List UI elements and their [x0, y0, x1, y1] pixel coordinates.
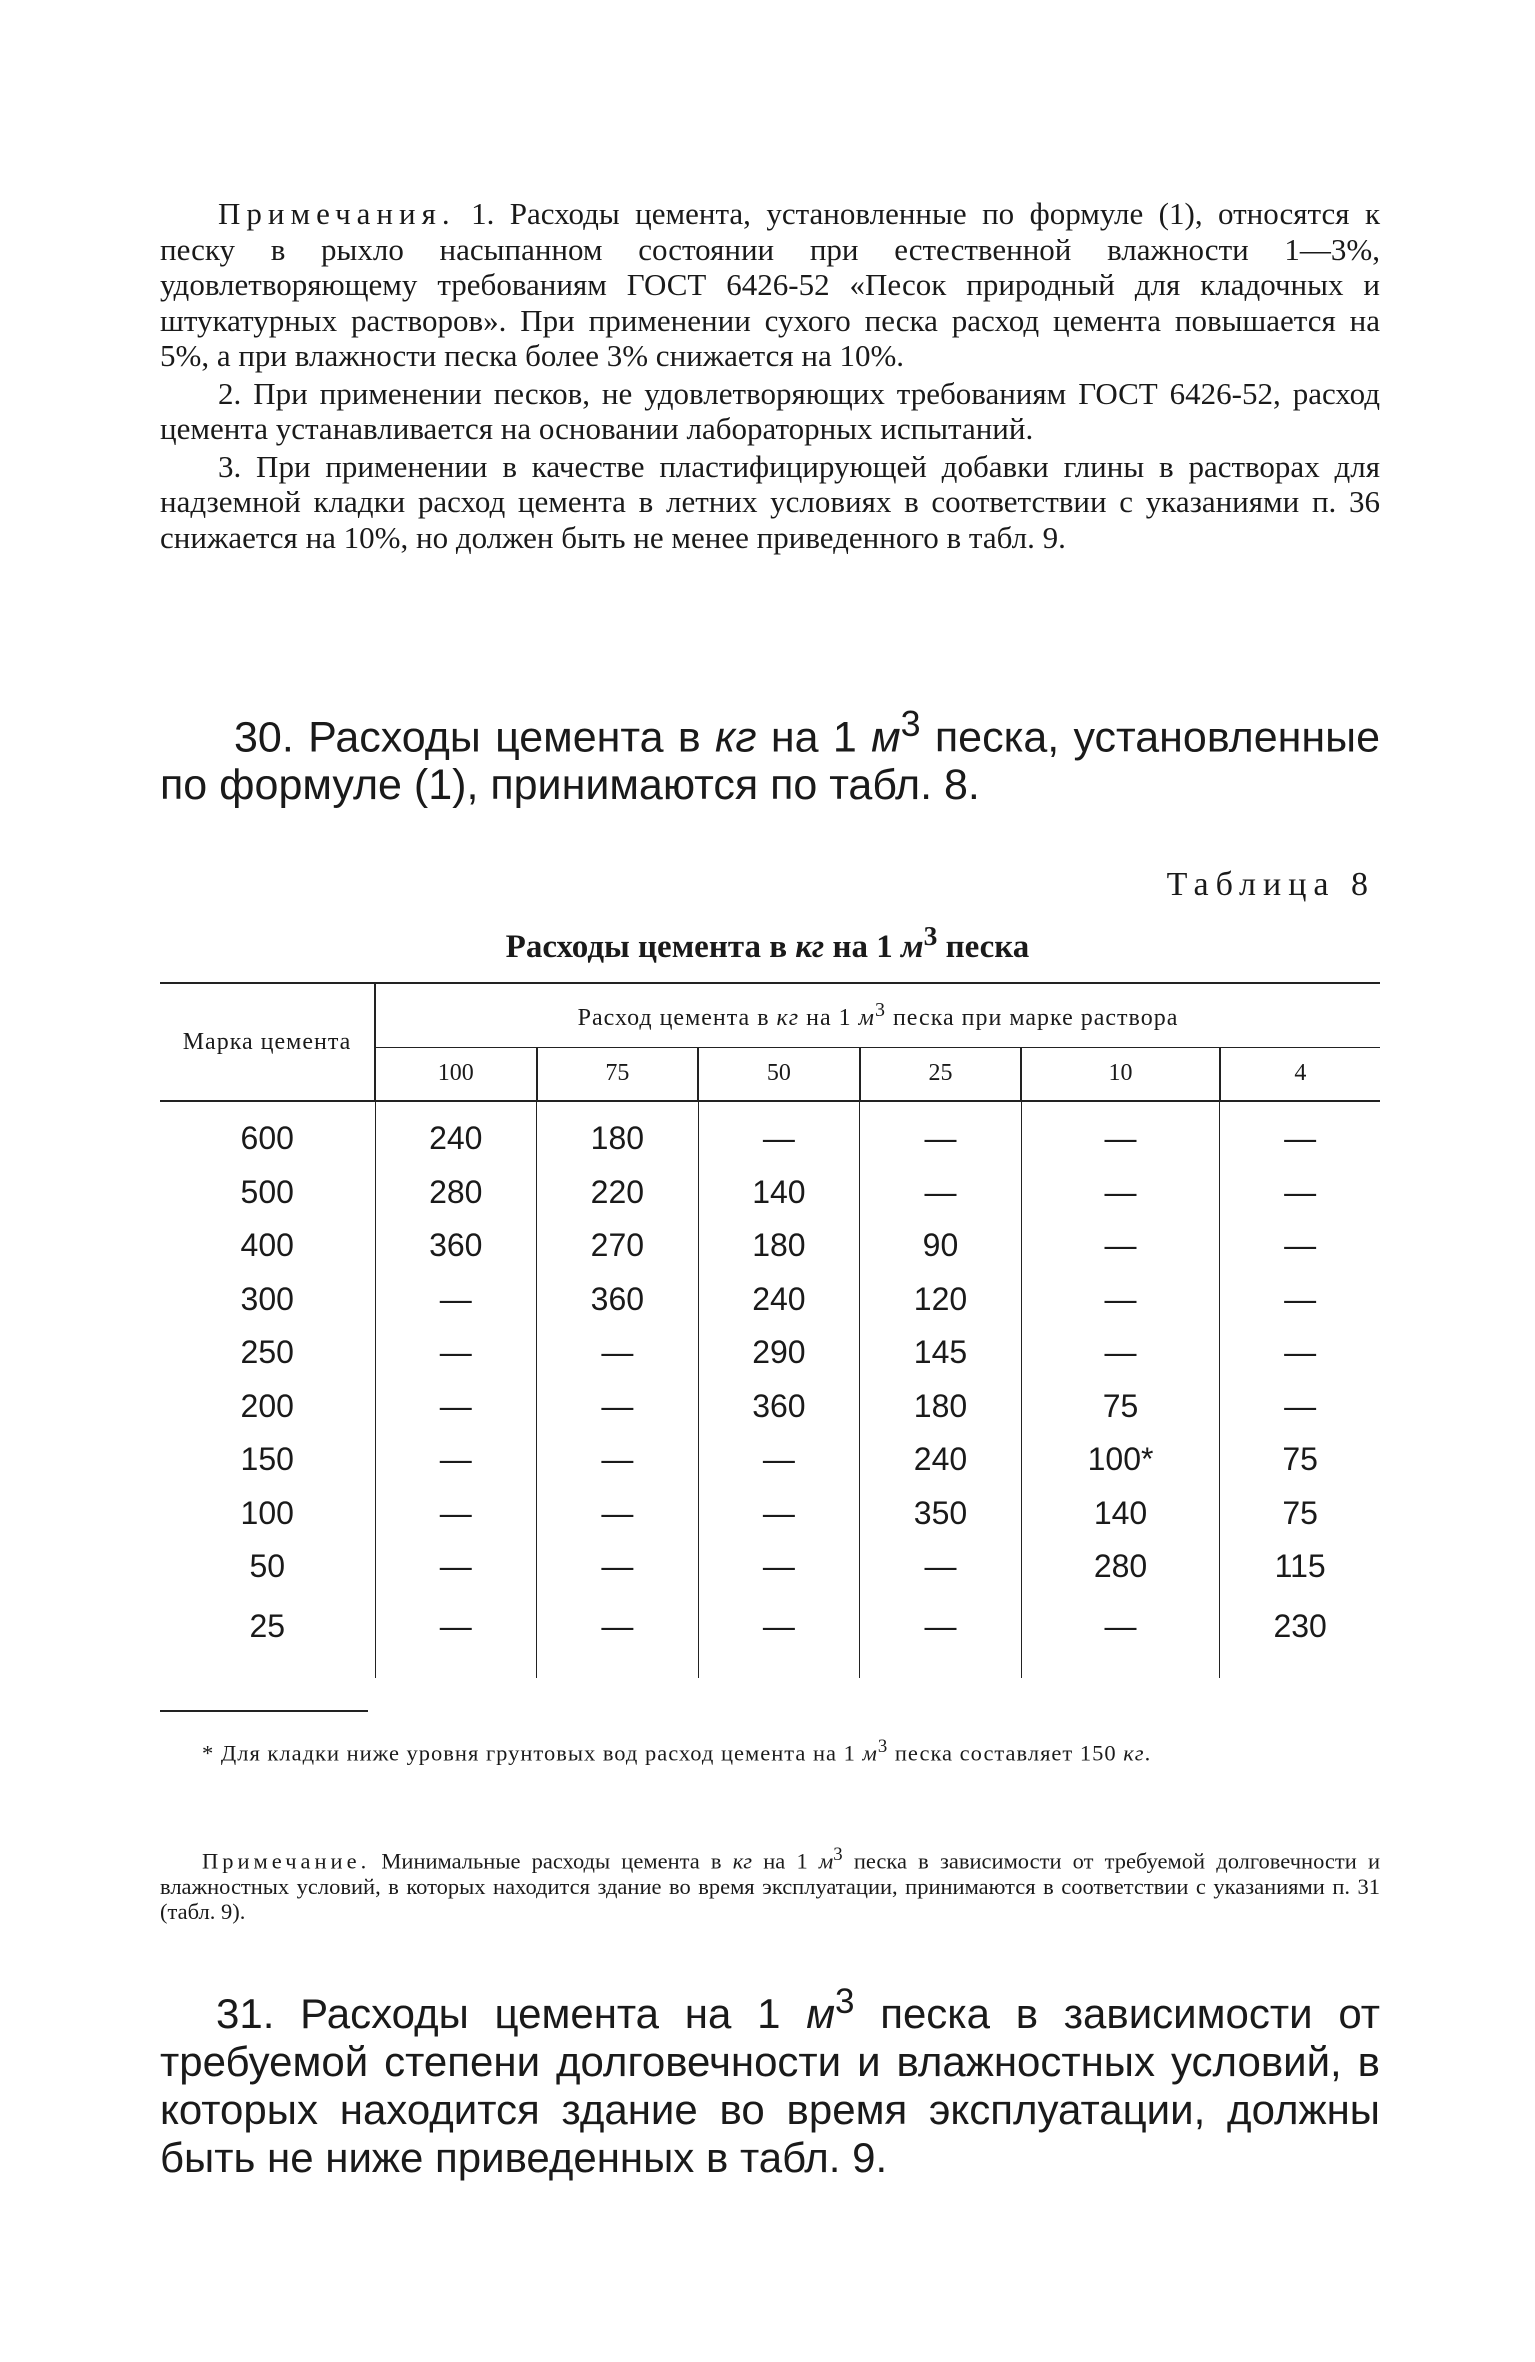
table-cell: 230 — [1220, 1594, 1380, 1678]
table-title-text-a: Расходы цемента в — [505, 929, 796, 965]
table-cell: — — [860, 1166, 1022, 1220]
table-note-text-a: Минимальные расходы цемента в — [370, 1848, 733, 1874]
table-note-text-b: на 1 — [752, 1848, 819, 1874]
table-cell: 50 — [249, 1548, 286, 1585]
table-cell: 120 — [860, 1273, 1022, 1327]
superscript-3: 3 — [874, 998, 886, 1021]
footnote-divider — [160, 1710, 368, 1712]
table-cell: 25 — [249, 1607, 286, 1644]
table-cell: 360 — [537, 1273, 699, 1327]
footnote-text-a: * Для кладки ниже уровня грунтовых вод расход цемента на 1 — [202, 1740, 863, 1766]
table-cell: — — [698, 1101, 860, 1166]
table-cell: — — [375, 1273, 537, 1327]
column-header-group-text-a: Расход цемента в — [577, 1004, 777, 1031]
column-header-mortar-grade: 4 — [1220, 1047, 1380, 1101]
table-cell: — — [1220, 1273, 1380, 1327]
table-cell: 290 — [698, 1326, 860, 1380]
table-row — [160, 1487, 1380, 1541]
note-1-text: 1. Расходы цемента, установленные по формуле (1), относятся к песку в рыхло насыпанном состоянии при естественной влажности 1—3%, удовлетворяющему требованиям ГОСТ 6426-52 «Песок природный для кладочных и штукатурных растворов». При применении сухого песка расход цемента повышается на 5%, а при влажности песка более 3% снижается на 10%. — [160, 196, 1381, 373]
table-cell: 145 — [860, 1326, 1022, 1380]
unit-m: м — [858, 1004, 875, 1031]
table-row — [160, 1540, 1380, 1594]
table-cell: — — [375, 1594, 537, 1678]
footnote-text-b: песка составляет 150 — [888, 1740, 1124, 1766]
table-row — [160, 1326, 1380, 1380]
table-row — [160, 1594, 1380, 1678]
column-header-group-text-b: на 1 — [799, 1004, 859, 1031]
table-cell: 240 — [375, 1101, 537, 1166]
table-cell: — — [1220, 1326, 1380, 1380]
unit-m: м — [818, 1848, 834, 1874]
table-cell: 180 — [698, 1219, 860, 1273]
table-cell: 400 — [240, 1227, 294, 1264]
table-cell: — — [537, 1487, 699, 1541]
unit-kg: кг — [715, 713, 757, 762]
table-header-row — [160, 983, 1380, 1047]
table-cell: 140 — [698, 1166, 860, 1220]
note-2: 2. При применении песков, не удовлетворяющих требованиям ГОСТ 6426-52, расход цемента устанавливается на основании лабораторных испытаний. — [160, 375, 1380, 446]
table-cell: — — [860, 1594, 1022, 1678]
unit-kg: кг — [776, 1004, 800, 1031]
table-cell: — — [1021, 1273, 1220, 1327]
table-row — [160, 1101, 1380, 1166]
column-header-cement-grade: Марка цемента — [160, 983, 375, 1101]
table-cell: 250 — [240, 1334, 294, 1371]
table-cell: 75 — [1220, 1487, 1380, 1541]
table-note — [160, 1842, 1380, 1924]
table-cell: 75 — [1021, 1380, 1220, 1434]
table-row — [160, 1166, 1380, 1220]
unit-kg: кг — [732, 1848, 753, 1874]
column-header-mortar-grade: 100 — [375, 1047, 537, 1101]
cement-consumption-table — [160, 982, 1380, 1678]
table-cell: 280 — [1021, 1540, 1220, 1594]
table-body — [160, 1101, 1380, 1678]
paragraph-31 — [160, 1978, 1380, 2182]
table-title — [0, 920, 1535, 966]
table-cell: — — [375, 1326, 537, 1380]
superscript-3: 3 — [877, 1736, 889, 1757]
table-cell: — — [375, 1487, 537, 1541]
table-row — [160, 1380, 1380, 1434]
table-cell: 600 — [240, 1120, 294, 1157]
unit-m: м — [862, 1740, 878, 1766]
table-cell: 240 — [860, 1433, 1022, 1487]
table-cell: 180 — [860, 1380, 1022, 1434]
paragraph-30-text-a: 30. Расходы цемента в — [234, 713, 716, 762]
paragraph-31-text-b: песка в зависимости от требуемой степени долговечности и влажностных условий, в которых находится здание во время эксплуатации, должны быть не ниже приведенных в табл. 9. — [160, 1990, 1380, 2181]
column-header-mortar-grade: 10 — [1021, 1047, 1220, 1101]
table-cell: 360 — [375, 1219, 537, 1273]
table-cell: — — [1021, 1594, 1220, 1678]
unit-m: м — [900, 929, 924, 965]
table-cell: — — [1021, 1219, 1220, 1273]
table-cell: — — [1220, 1166, 1380, 1220]
column-header-group-text-c: песка при марке раствора — [885, 1004, 1179, 1031]
column-header-group — [375, 983, 1380, 1047]
table-note-text-c: песка в зависимости от требуемой долговечности и влажностных условий, в которых находится здание во время эксплуатации, принимаются в соответствии с указаниями п. 31 (табл. 9). — [160, 1848, 1380, 1924]
table-cell: — — [1220, 1380, 1380, 1434]
note-1 — [160, 196, 1380, 374]
column-header-mortar-grade: 25 — [860, 1047, 1022, 1101]
table-cell: — — [537, 1594, 699, 1678]
table-cell: — — [698, 1540, 860, 1594]
table-row — [160, 1433, 1380, 1487]
table-cell: 270 — [537, 1219, 699, 1273]
table-cell: — — [375, 1380, 537, 1434]
table-row — [160, 1273, 1380, 1327]
table-footnote — [160, 1734, 1380, 1767]
table-cell: 180 — [537, 1101, 699, 1166]
paragraph-30 — [160, 700, 1380, 809]
superscript-3: 3 — [834, 1982, 855, 2021]
table-cell: 300 — [240, 1280, 294, 1317]
unit-kg: кг — [795, 929, 825, 965]
table-cell: 100* — [1021, 1433, 1220, 1487]
paragraph-30-text-b: на 1 — [756, 713, 872, 762]
notes-block — [160, 196, 1380, 555]
table-cell: — — [537, 1433, 699, 1487]
table-cell: 115 — [1220, 1540, 1380, 1594]
table-cell: 90 — [860, 1219, 1022, 1273]
table-cell: 500 — [240, 1173, 294, 1210]
unit-m: м — [871, 713, 901, 762]
table-cell: 280 — [375, 1166, 537, 1220]
table-cell: — — [1021, 1166, 1220, 1220]
unit-kg: кг — [1123, 1740, 1145, 1766]
table-cell: 220 — [537, 1166, 699, 1220]
table-cell: — — [375, 1540, 537, 1594]
table-cell: — — [860, 1101, 1022, 1166]
footnote-text-c: . — [1144, 1740, 1152, 1766]
table-cell: — — [860, 1540, 1022, 1594]
table-note-label: Примечание. — [202, 1848, 371, 1874]
table-cell: — — [537, 1540, 699, 1594]
superscript-3: 3 — [900, 704, 921, 744]
table-cell: 240 — [698, 1273, 860, 1327]
table-cell: 360 — [698, 1380, 860, 1434]
table-cell: — — [1021, 1101, 1220, 1166]
unit-m: м — [806, 1990, 835, 2037]
table-title-text-c: песка — [937, 929, 1030, 965]
superscript-3: 3 — [923, 920, 938, 951]
table-cell: 140 — [1021, 1487, 1220, 1541]
table-cell: — — [537, 1326, 699, 1380]
table-number: Таблица 8 — [1166, 866, 1375, 903]
table-cell: — — [698, 1433, 860, 1487]
paragraph-31-text-a: 31. Расходы цемента на 1 — [216, 1990, 807, 2037]
table-cell: 75 — [1220, 1433, 1380, 1487]
table-cell: 150 — [240, 1441, 294, 1478]
paragraph-30-text-c: песка, установленные по формуле (1), принимаются по табл. 8. — [160, 713, 1380, 810]
table-cell: — — [1220, 1219, 1380, 1273]
table-cell: — — [537, 1380, 699, 1434]
notes-label: Примечания. — [218, 196, 456, 231]
table-cell: 100 — [240, 1494, 294, 1531]
table-cell: 200 — [240, 1387, 294, 1424]
table-cell: — — [698, 1487, 860, 1541]
table-title-text-b: на 1 — [824, 929, 901, 965]
column-header-mortar-grade: 50 — [698, 1047, 860, 1101]
table-cell: — — [375, 1433, 537, 1487]
table-row — [160, 1219, 1380, 1273]
table-cell: — — [1021, 1326, 1220, 1380]
table-cell: 350 — [860, 1487, 1022, 1541]
note-3: 3. При применении в качестве пластифицирующей добавки глины в растворах для надземной кладки расход цемента в летних условиях в соответствии с указаниями п. 36 снижается на 10%, но должен быть не менее приведенного в табл. 9. — [160, 448, 1380, 555]
superscript-3: 3 — [833, 1844, 843, 1865]
table-cell: — — [1220, 1101, 1380, 1166]
column-header-mortar-grade: 75 — [537, 1047, 699, 1101]
table-cell: — — [698, 1594, 860, 1678]
